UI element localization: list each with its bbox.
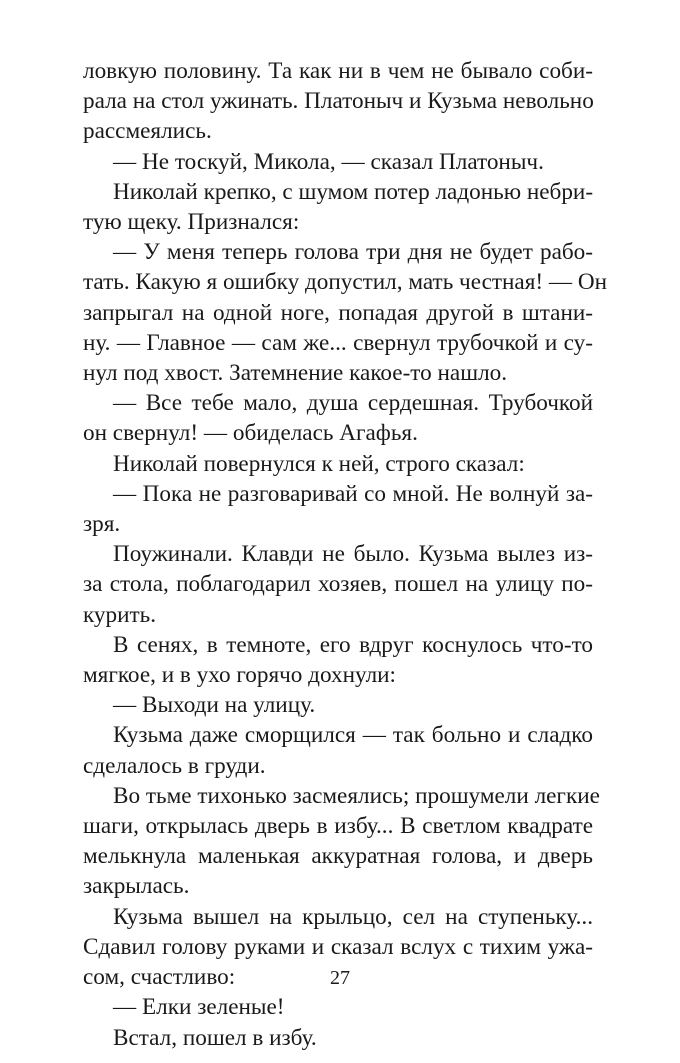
paragraph	[83, 690, 593, 720]
text-line: Поужинали. Клавди не было. Кузьма вылез из-	[113, 541, 593, 568]
text-line: — У меня теперь голова три дня не будет рабо-	[113, 239, 593, 266]
text-line: курить.	[83, 601, 157, 628]
paragraph	[83, 147, 593, 177]
text-line: запрыгал на одной ноге, попадая другой в штани-	[83, 299, 593, 326]
text-line: Сдавил голову руками и сказал вслух с тихим ужа-	[83, 933, 593, 960]
text-line: сделалось в груди.	[83, 752, 266, 779]
body-text	[83, 56, 608, 1053]
text-line: зря.	[83, 511, 121, 538]
text-line: мягкое, и в ухо горячо дохнули:	[83, 662, 396, 689]
paragraph	[83, 56, 593, 147]
text-line: шаги, открылась дверь в избу... В светлом квадрате	[83, 813, 593, 840]
text-line: Встал, пошел в избу.	[113, 1024, 317, 1051]
text-line: — Все тебе мало, душа сердешная. Трубочкой	[113, 390, 593, 417]
text-line: ловкую половину. Та как ни в чем не бывало соби-	[83, 58, 593, 84]
paragraph	[83, 630, 593, 690]
paragraph	[83, 781, 600, 902]
paragraph	[83, 449, 593, 479]
text-line: мелькнула маленькая аккуратная голова, и дверь	[83, 843, 593, 870]
text-line: В сенях, в темноте, его вдруг коснулось что-то	[113, 631, 593, 658]
text-line: — Не тоскуй, Микола, — сказал Платоныч.	[113, 148, 544, 175]
text-line: тую щеку. Признался:	[83, 209, 300, 236]
text-line: рала на стол ужинать. Платоныч и Кузьма невольно	[83, 88, 594, 115]
paragraph	[83, 479, 593, 539]
paragraph	[83, 992, 593, 1022]
text-line: закрылась.	[83, 873, 190, 900]
text-line: — Выходи на улицу.	[113, 692, 316, 719]
text-line: тать. Какую я ошибку допустил, мать честная! — Он	[83, 269, 608, 296]
paragraph	[83, 539, 593, 630]
paragraph	[83, 1023, 593, 1053]
text-line: Кузьма даже сморщился — так больно и сладко	[113, 722, 593, 749]
text-line: сом, счастливо:	[83, 964, 236, 991]
text-line: за стола, поблагодарил хозяев, пошел на улицу по-	[83, 571, 593, 598]
paragraph	[83, 177, 593, 237]
page-number: 27	[330, 967, 350, 989]
text-line: Николай крепко, с шумом потер ладонью небри-	[113, 178, 594, 205]
text-line: ну. — Главное — сам же... свернул трубочкой и су-	[83, 329, 593, 356]
text-line: нул под хвост. Затемнение какое-то нашло.	[83, 360, 508, 387]
paragraph	[83, 237, 608, 388]
text-line: Кузьма вышел на крыльцо, сел на ступеньку...	[113, 903, 593, 930]
paragraph	[83, 388, 593, 448]
text-line: Николай повернулся к ней, строго сказал:	[113, 450, 525, 477]
paragraph	[83, 720, 593, 780]
text-line: он свернул! — обиделась Агафья.	[83, 420, 418, 447]
text-line: — Елки зеленые!	[113, 994, 285, 1021]
text-line: рассмеялись.	[83, 118, 212, 145]
text-line: — Пока не разговаривай со мной. Не волнуй за-	[113, 480, 593, 507]
text-line: Во тьме тихонько засмеялись; прошумели легкие	[113, 782, 600, 809]
